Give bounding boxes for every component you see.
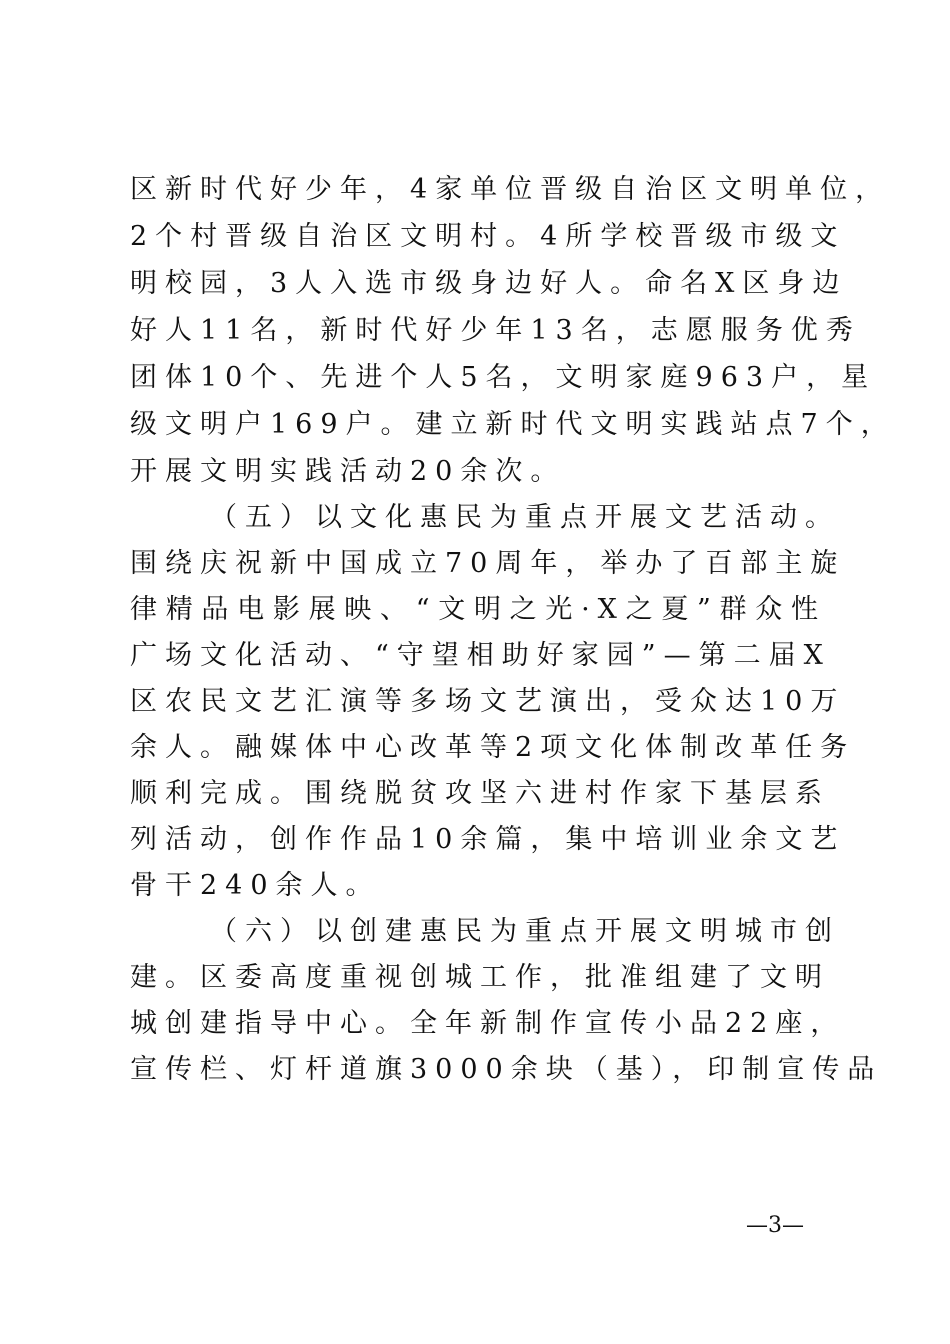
body-line: 骨干240余人。: [130, 870, 381, 901]
body-line: 宣传栏、灯杆道旗3000余块（基），印制宣传品: [130, 1054, 883, 1085]
body-line: 律精品电影展映、“文明之光·X之夏”群众性: [130, 594, 826, 625]
body-line: 建。区委高度重视创城工作，批准组建了文明: [130, 962, 830, 993]
page-number: —3—: [746, 1213, 804, 1238]
section-heading-5: （五）以文化惠民为重点开展文艺活动。: [210, 502, 840, 533]
body-line: 2个村晋级自治区文明村。4所学校晋级市级文: [130, 221, 846, 252]
body-line: 区农民文艺汇演等多场文艺演出，受众达10万: [130, 686, 846, 717]
body-line: 围绕庆祝新中国成立70周年，举办了百部主旋: [130, 548, 846, 579]
body-line: 区新时代好少年，4家单位晋级自治区文明单位，: [130, 174, 891, 205]
section-heading-6: （六）以创建惠民为重点开展文明城市创: [210, 916, 840, 947]
body-line: 广场文化活动、“守望相助好家园”—第二届X: [130, 640, 831, 671]
body-line: 团体10个、先进个人5名，文明家庭963户，星: [130, 362, 877, 393]
body-line: 城创建指导中心。全年新制作宣传小品22座，: [130, 1008, 846, 1039]
body-line: 级文明户169户。建立新时代文明实践站点7个，: [130, 409, 896, 440]
body-line: 列活动，创作作品10余篇，集中培训业余文艺: [130, 824, 846, 855]
body-line: 明校园，3人入选市级身边好人。命名X区身边: [130, 268, 848, 299]
body-line: 开展文明实践活动20余次。: [130, 456, 566, 487]
body-line: 顺利完成。围绕脱贫攻坚六进村作家下基层系: [130, 778, 830, 809]
body-line: 余人。融媒体中心改革等2项文化体制改革任务: [130, 732, 856, 763]
body-line: 好人11名，新时代好少年13名，志愿服务优秀: [130, 315, 861, 346]
